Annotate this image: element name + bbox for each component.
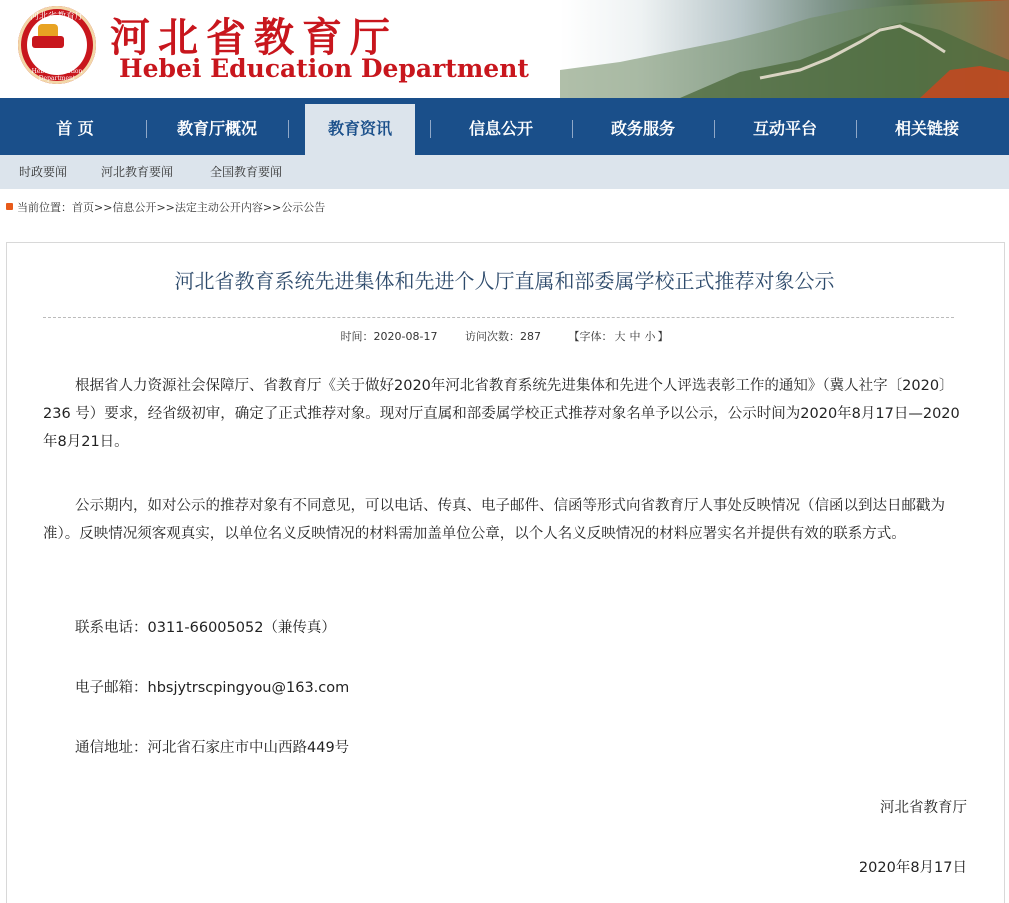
- logo-ring-text-top: 河北省教育厅: [29, 12, 84, 22]
- font-size-medium[interactable]: 中: [629, 330, 641, 343]
- nav-home[interactable]: 首 页: [56, 119, 94, 138]
- article-paragraph-2: 公示期内，如对公示的推荐对象有不同意见，可以电话、传真、电子邮件、信函等形式向省教育厅人事处反映情况（信函以到达日邮戳为准）。反映情况须客观真实，以单位名义反映情况的材料需加盖单位公章，以个人名义反映情况的材料应署实名并提供有效的联系方式。: [43, 498, 945, 542]
- main-nav: [0, 98, 1009, 155]
- subnav-hebei-news[interactable]: 河北教育要闻: [101, 165, 174, 179]
- nav-about[interactable]: 教育厅概况: [176, 119, 257, 138]
- font-size-switcher: [568, 330, 668, 343]
- site-title-cn: 河北省教育厅: [110, 15, 398, 61]
- breadcrumb: [6, 199, 325, 217]
- nav-links[interactable]: 相关链接: [894, 119, 959, 138]
- sub-nav: [0, 155, 1009, 189]
- breadcrumb-announcements[interactable]: 公示公告: [281, 201, 326, 214]
- contact-phone: 联系电话：0311-66005052（兼传真）: [75, 620, 336, 636]
- font-size-small[interactable]: 小: [644, 330, 656, 343]
- breadcrumb-bullet-icon: [6, 203, 13, 210]
- nav-interaction[interactable]: 互动平台: [752, 119, 817, 138]
- font-size-large[interactable]: 大: [614, 330, 626, 343]
- logo-ring-text-bottom: Hebei Education Department: [31, 68, 83, 82]
- breadcrumb-sep: >>: [156, 201, 175, 214]
- great-wall-banner-image: [560, 0, 1009, 98]
- contact-email: 电子邮箱：hbsjytrscpingyou@163.com: [75, 680, 350, 696]
- nav-divider: [288, 120, 289, 138]
- breadcrumb-info-disclosure[interactable]: 信息公开: [112, 201, 157, 214]
- nav-gov-services[interactable]: 政务服务: [610, 119, 675, 138]
- breadcrumb-home[interactable]: 首页: [72, 201, 94, 214]
- article-meta: [0, 328, 1009, 344]
- font-size-close: 】: [657, 330, 669, 343]
- breadcrumb-mandatory-disclosure[interactable]: 法定主动公开内容: [174, 201, 263, 214]
- logo-book-shape: [32, 36, 64, 48]
- breadcrumb-sep: >>: [94, 201, 113, 214]
- font-size-label: 【字体：: [568, 330, 613, 343]
- breadcrumb-sep: >>: [262, 201, 282, 214]
- site-title-en: Hebei Education Department: [119, 54, 529, 83]
- breadcrumb-label: 当前位置：: [17, 201, 72, 214]
- site-logo[interactable]: [18, 6, 96, 84]
- subnav-politics-news[interactable]: 时政要闻: [19, 165, 68, 179]
- subnav-national-news[interactable]: 全国教育要闻: [210, 165, 283, 179]
- publish-time: 时间：2020-08-17: [340, 330, 438, 343]
- nav-news[interactable]: 教育资讯: [305, 104, 415, 155]
- nav-info-disclosure[interactable]: 信息公开: [468, 119, 533, 138]
- article-title: 河北省教育系统先进集体和先进个人厅直属和部委属学校正式推荐对象公示: [174, 269, 835, 293]
- signature: 河北省教育厅: [880, 800, 967, 816]
- title-divider: [43, 317, 954, 318]
- signature-date: 2020年8月17日: [858, 860, 967, 876]
- visit-count: 访问次数：287: [464, 330, 541, 343]
- site-header: [0, 0, 1009, 98]
- article-paragraph-1: 根据省人力资源社会保障厅、省教育厅《关于做好2020年河北省教育系统先进集体和先进个人评选表彰工作的通知》（冀人社字〔2020〕236 号）要求，经省级初审，确定了正式推荐对象。现对厅直属和部委属学校正式推荐对象名单予以公示，公示时间为2020年8月17日—2020年8月21日。: [43, 378, 960, 450]
- contact-address: 通信地址：河北省石家庄市中山西路449号: [75, 740, 350, 756]
